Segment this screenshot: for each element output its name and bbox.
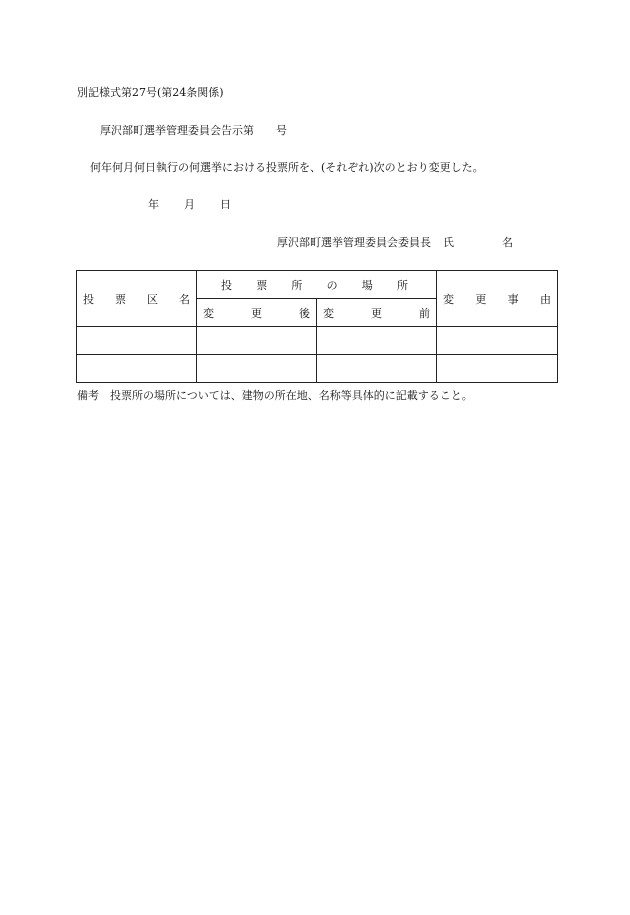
- date-year: 年: [148, 198, 159, 211]
- cell-reason[interactable]: [437, 355, 558, 383]
- header-before: 変更前: [317, 299, 437, 327]
- date-line: [148, 198, 231, 212]
- date-month: 月: [184, 198, 195, 211]
- signature-title: 厚沢部町選挙管理委員会委員長: [277, 236, 431, 249]
- header-district: 投票区名: [77, 271, 197, 327]
- cell-district[interactable]: [77, 355, 197, 383]
- body-text: 何年何月何日執行の何選挙における投票所を、(それぞれ)次のとおり変更した。: [90, 161, 484, 174]
- cell-before[interactable]: [317, 327, 437, 355]
- table-row: [77, 327, 558, 355]
- header-reason: 変更事由: [437, 271, 558, 327]
- cell-after[interactable]: [197, 355, 317, 383]
- remarks-label: 備考: [77, 389, 99, 402]
- notice-suffix: 号: [276, 124, 287, 137]
- header-after: 変更後: [197, 299, 317, 327]
- table-row: [77, 355, 558, 383]
- signature-line: [277, 236, 513, 250]
- change-table: [76, 270, 558, 383]
- notice-prefix: 厚沢部町選挙管理委員会告示第: [100, 124, 254, 137]
- signature-name-last: 名: [502, 236, 513, 249]
- date-day: 日: [220, 198, 231, 211]
- header-location: 投票所の場所: [197, 271, 437, 299]
- remarks-text: 投票所の場所については、建物の所在地、名称等具体的に記載すること。: [110, 389, 473, 402]
- table-header-row: [77, 271, 558, 299]
- form-number: 別記様式第27号(第24条関係): [77, 86, 224, 99]
- cell-after[interactable]: [197, 327, 317, 355]
- cell-before[interactable]: [317, 355, 437, 383]
- cell-reason[interactable]: [437, 327, 558, 355]
- notice-heading: [100, 124, 287, 138]
- cell-district[interactable]: [77, 327, 197, 355]
- remarks: [77, 389, 473, 403]
- signature-name-first: 氏: [443, 236, 454, 249]
